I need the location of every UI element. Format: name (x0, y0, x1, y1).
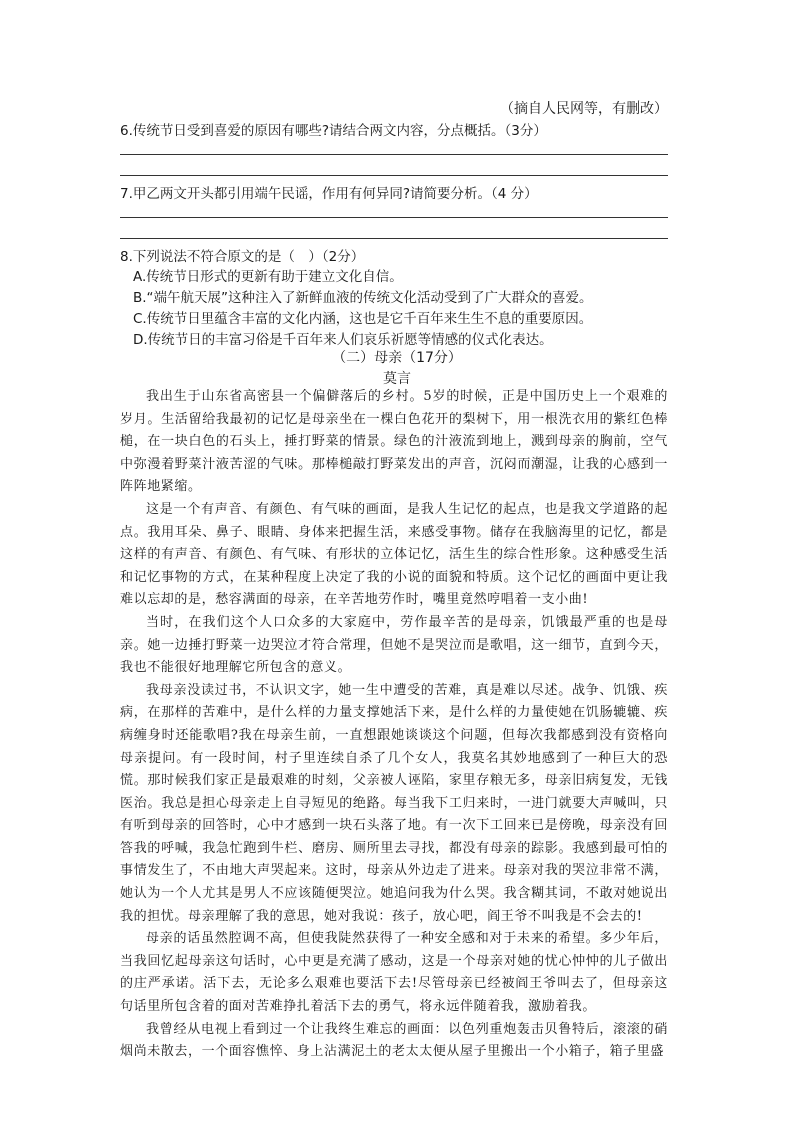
paragraph: 母亲的话虽然腔调不高，但使我陡然获得了一种安全感和对于未来的希望。多少年后，当我回忆起母亲这句话时，心中更是充满了感动，这是一个母亲对她的忧心忡忡的儿子做出的庄严承诺。活下去，无论多么艰难也要活下去!尽管母亲已经被阎王爷叫去了，但母亲这句话里所包含着的面对苦难挣扎着活下去的勇气，将永远伴随着我，激励着我。 (120, 931, 668, 1015)
paragraph: 我曾经从电视上看到过一个让我终生难忘的画面：以色列重炮轰击贝鲁特后，滚滚的硝烟尚未散去，一个面容憔悴、身上沾满泥土的老太太便从屋子里搬出一个小箱子，箱子里盛 (120, 1021, 668, 1060)
paragraph: 当时，在我们这个人口众多的大家庭中，劳作最辛苦的是母亲，饥饿最严重的也是母亲。她一边捶打野菜一边哭泣才符合常理，但她不是哭泣而是歌唱，这一细节，直到今天，我也不能很好地理解它所包含的意义。 (120, 614, 668, 676)
option-d: D.传统节日的丰富习俗是千百年来人们哀乐祈愿等情感的仪式化表达。 (133, 332, 553, 348)
article-body (120, 386, 668, 1064)
section-title: （二）母亲（17分） (332, 350, 462, 366)
option-b: B.“端午航天展”这种注入了新鲜血液的传统文化活动受到了广大群众的喜爱。 (133, 290, 593, 306)
option-a: A.传统节日形式的更新有助于建立文化自信。 (133, 269, 403, 285)
question-6: 6.传统节日受到喜爱的原因有哪些?请结合两文内容，分点概括。（3分） (120, 123, 547, 139)
option-c: C.传统节日里蕴含丰富的文化内涵，这也是它千百年来生生不息的重要原因。 (133, 311, 593, 327)
paragraph: 这是一个有声音、有颜色、有气味的画面，是我人生记忆的起点，也是我文学道路的起点。我用耳朵、鼻子、眼睛、身体来把握生活，来感受事物。储存在我脑海里的记忆，都是这样的有声音、有颜色、有气味、有形状的立体记忆，活生生的综合性形象。这种感受生活和记忆事物的方式，在某种程度上决定了我的小说的面貌和特质。这个记忆的画面中更让我难以忘却的是，愁容满面的母亲，在辛苦地劳作时，嘴里竟然哼唱着一支小曲! (120, 501, 668, 608)
question-8-stem: 8.下列说法不符合原文的是（ ）（2分） (120, 249, 365, 265)
paragraph: 我出生于山东省高密县一个偏僻落后的乡村。5岁的时候，正是中国历史上一个艰难的岁月。生活留给我最初的记忆是母亲坐在一棵白色花开的梨树下，用一根洗衣用的紫红色棒槌，在一块白色的石头上，捶打野菜的情景。绿色的汁液流到地上，溅到母亲的胸前，空气中弥漫着野菜汁液苦涩的气味。那棒槌敲打野菜发出的声音，沉闷而潮湿，让我的心感到一阵阵地紧缩。 (120, 389, 668, 495)
paragraph: 我母亲没读过书，不认识文字，她一生中遭受的苦难，真是难以尽述。战争、饥饿、疾病，在那样的苦难中，是什么样的力量支撑她活下来，是什么样的力量使她在饥肠辘辘、疾病缠身时还能歌唱?我在母亲生前，一直想跟她谈谈这个问题，但每次我都感到没有资格向母亲提问。有一段时间，村子里连续自杀了几个女人，我莫名其妙地感到了一种巨大的恐慌。那时候我们家正是最艰难的时刻，父亲被人诬陷，家里存粮无多，母亲旧病复发，无钱医治。我总是担心母亲走上自寻短见的绝路。每当我下工归来时，一进门就要大声喊叫，只有听到母亲的回答时，心中才感到一块石头落了地。有一次下工回来已是傍晚，母亲没有回答我的呼喊，我急忙跑到牛栏、磨房、厕所里去寻找，都没有母亲的踪影。我感到最可怕的事情发生了，不由地大声哭起来。这时，母亲从外边走了进来。母亲对我的哭泣非常不满，她认为一个人尤其是男人不应该随便哭泣。她追问我为什么哭。我含糊其词，不敢对她说出我的担忧。母亲理解了我的意思，她对我说：孩子，放心吧，阎王爷不叫我是不会去的! (120, 682, 668, 924)
source-note: （摘自人民网等，有删改） (500, 101, 668, 117)
question-7: 7.甲乙两文开头都引用端午民谣，作用有何异同?请简要分析。（4 分） (120, 186, 538, 202)
answer-line (120, 175, 668, 176)
answer-line (120, 154, 668, 155)
answer-line (120, 238, 668, 239)
author-name: 莫言 (383, 371, 411, 387)
answer-line (120, 217, 668, 218)
